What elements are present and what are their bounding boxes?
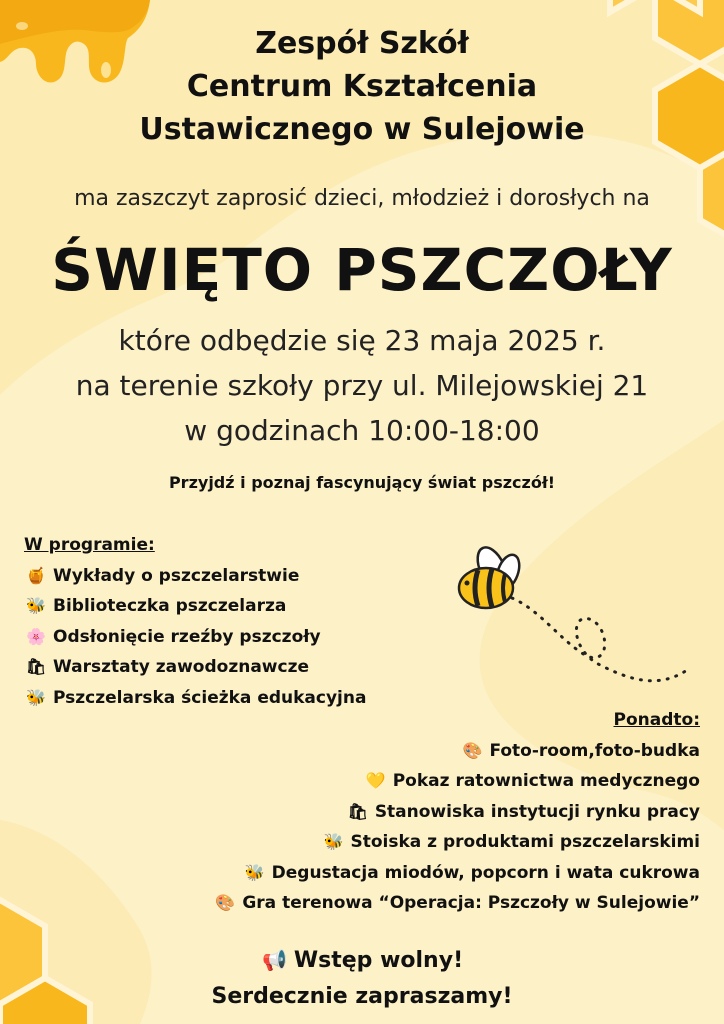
footer	[0, 942, 724, 1015]
program-heading: W programie:	[24, 535, 155, 555]
event-title: ŚWIĘTO PSZCZOŁY	[51, 236, 673, 304]
program-list	[24, 531, 366, 713]
list-item	[213, 766, 700, 797]
list-item-label: Gra terenowa “Operacja: Pszczoły w Sulejowie”	[242, 893, 700, 913]
list-item	[24, 622, 366, 653]
free-entry-line	[0, 942, 724, 979]
list-item	[213, 888, 700, 919]
flower-icon: 🌸	[26, 626, 46, 646]
bee-icon: 🐝	[244, 862, 265, 882]
list-item-label: Odsłonięcie rzeźby pszczoły	[53, 626, 321, 647]
list-item	[213, 736, 700, 767]
palette-icon: 🎨	[215, 893, 236, 912]
yellow-heart-icon: 💛	[365, 771, 386, 790]
list-item-label: Pokaz ratownictwa medycznego	[392, 771, 700, 791]
school-name-line: Centrum Kształcenia	[186, 69, 538, 104]
list-item-label: Pszczelarska ścieżka edukacyjna	[53, 687, 367, 708]
invitation-text: ma zaszczyt zaprosić dzieci, młodzież i dorosłych na	[74, 186, 650, 211]
event-details	[0, 318, 724, 453]
closing-line: Serdecznie zapraszamy!	[211, 984, 513, 1009]
event-hours: w godzinach 10:00-18:00	[184, 414, 540, 447]
list-item-label: Wykłady o pszczelarstwie	[53, 565, 300, 586]
list-item	[213, 797, 700, 828]
extra-list	[213, 706, 700, 919]
extra-heading: Ponadto:	[613, 710, 700, 730]
list-item	[24, 652, 366, 683]
list-item-label: Stanowiska instytucji rynku pracy	[374, 801, 700, 822]
palette-icon: 🎨	[462, 740, 483, 760]
list-item-label: Warsztaty zawodoznawcze	[53, 657, 310, 677]
school-name	[0, 22, 724, 151]
school-name-line: Zespół Szkół	[255, 26, 469, 61]
bee-icon: 🐝	[26, 596, 46, 615]
list-item-label: Biblioteczka pszczelarza	[53, 596, 287, 616]
list-item-label: Stoiska z produktami pszczelarskimi	[350, 832, 700, 852]
list-item	[24, 561, 366, 592]
honey-pot-icon: 🍯	[26, 565, 46, 585]
bee-icon: 🐝	[26, 687, 46, 707]
tagline: Przyjdź i poznaj fascynujący świat pszczół!	[168, 473, 556, 492]
list-item	[213, 827, 700, 858]
list-item-label: Degustacja miodów, popcorn i wata cukrowa	[271, 862, 700, 883]
shopping-bags-icon: 🛍	[25, 657, 47, 676]
list-item	[24, 591, 366, 622]
list-item-label: Foto-room,foto-budka	[489, 740, 700, 761]
event-location: na terenie szkoły przy ul. Milejowskiej 21	[75, 369, 649, 402]
bee-icon: 🐝	[323, 832, 344, 851]
event-date: które odbędzie się 23 maja 2025 r.	[118, 324, 606, 357]
shopping-bags-icon: 🛍	[347, 801, 368, 821]
free-entry-text: Wstęp wolny!	[293, 948, 464, 973]
school-name-line: Ustawicznego w Sulejowie	[139, 112, 585, 147]
list-item	[213, 858, 700, 889]
megaphone-icon: 📢	[262, 948, 288, 972]
